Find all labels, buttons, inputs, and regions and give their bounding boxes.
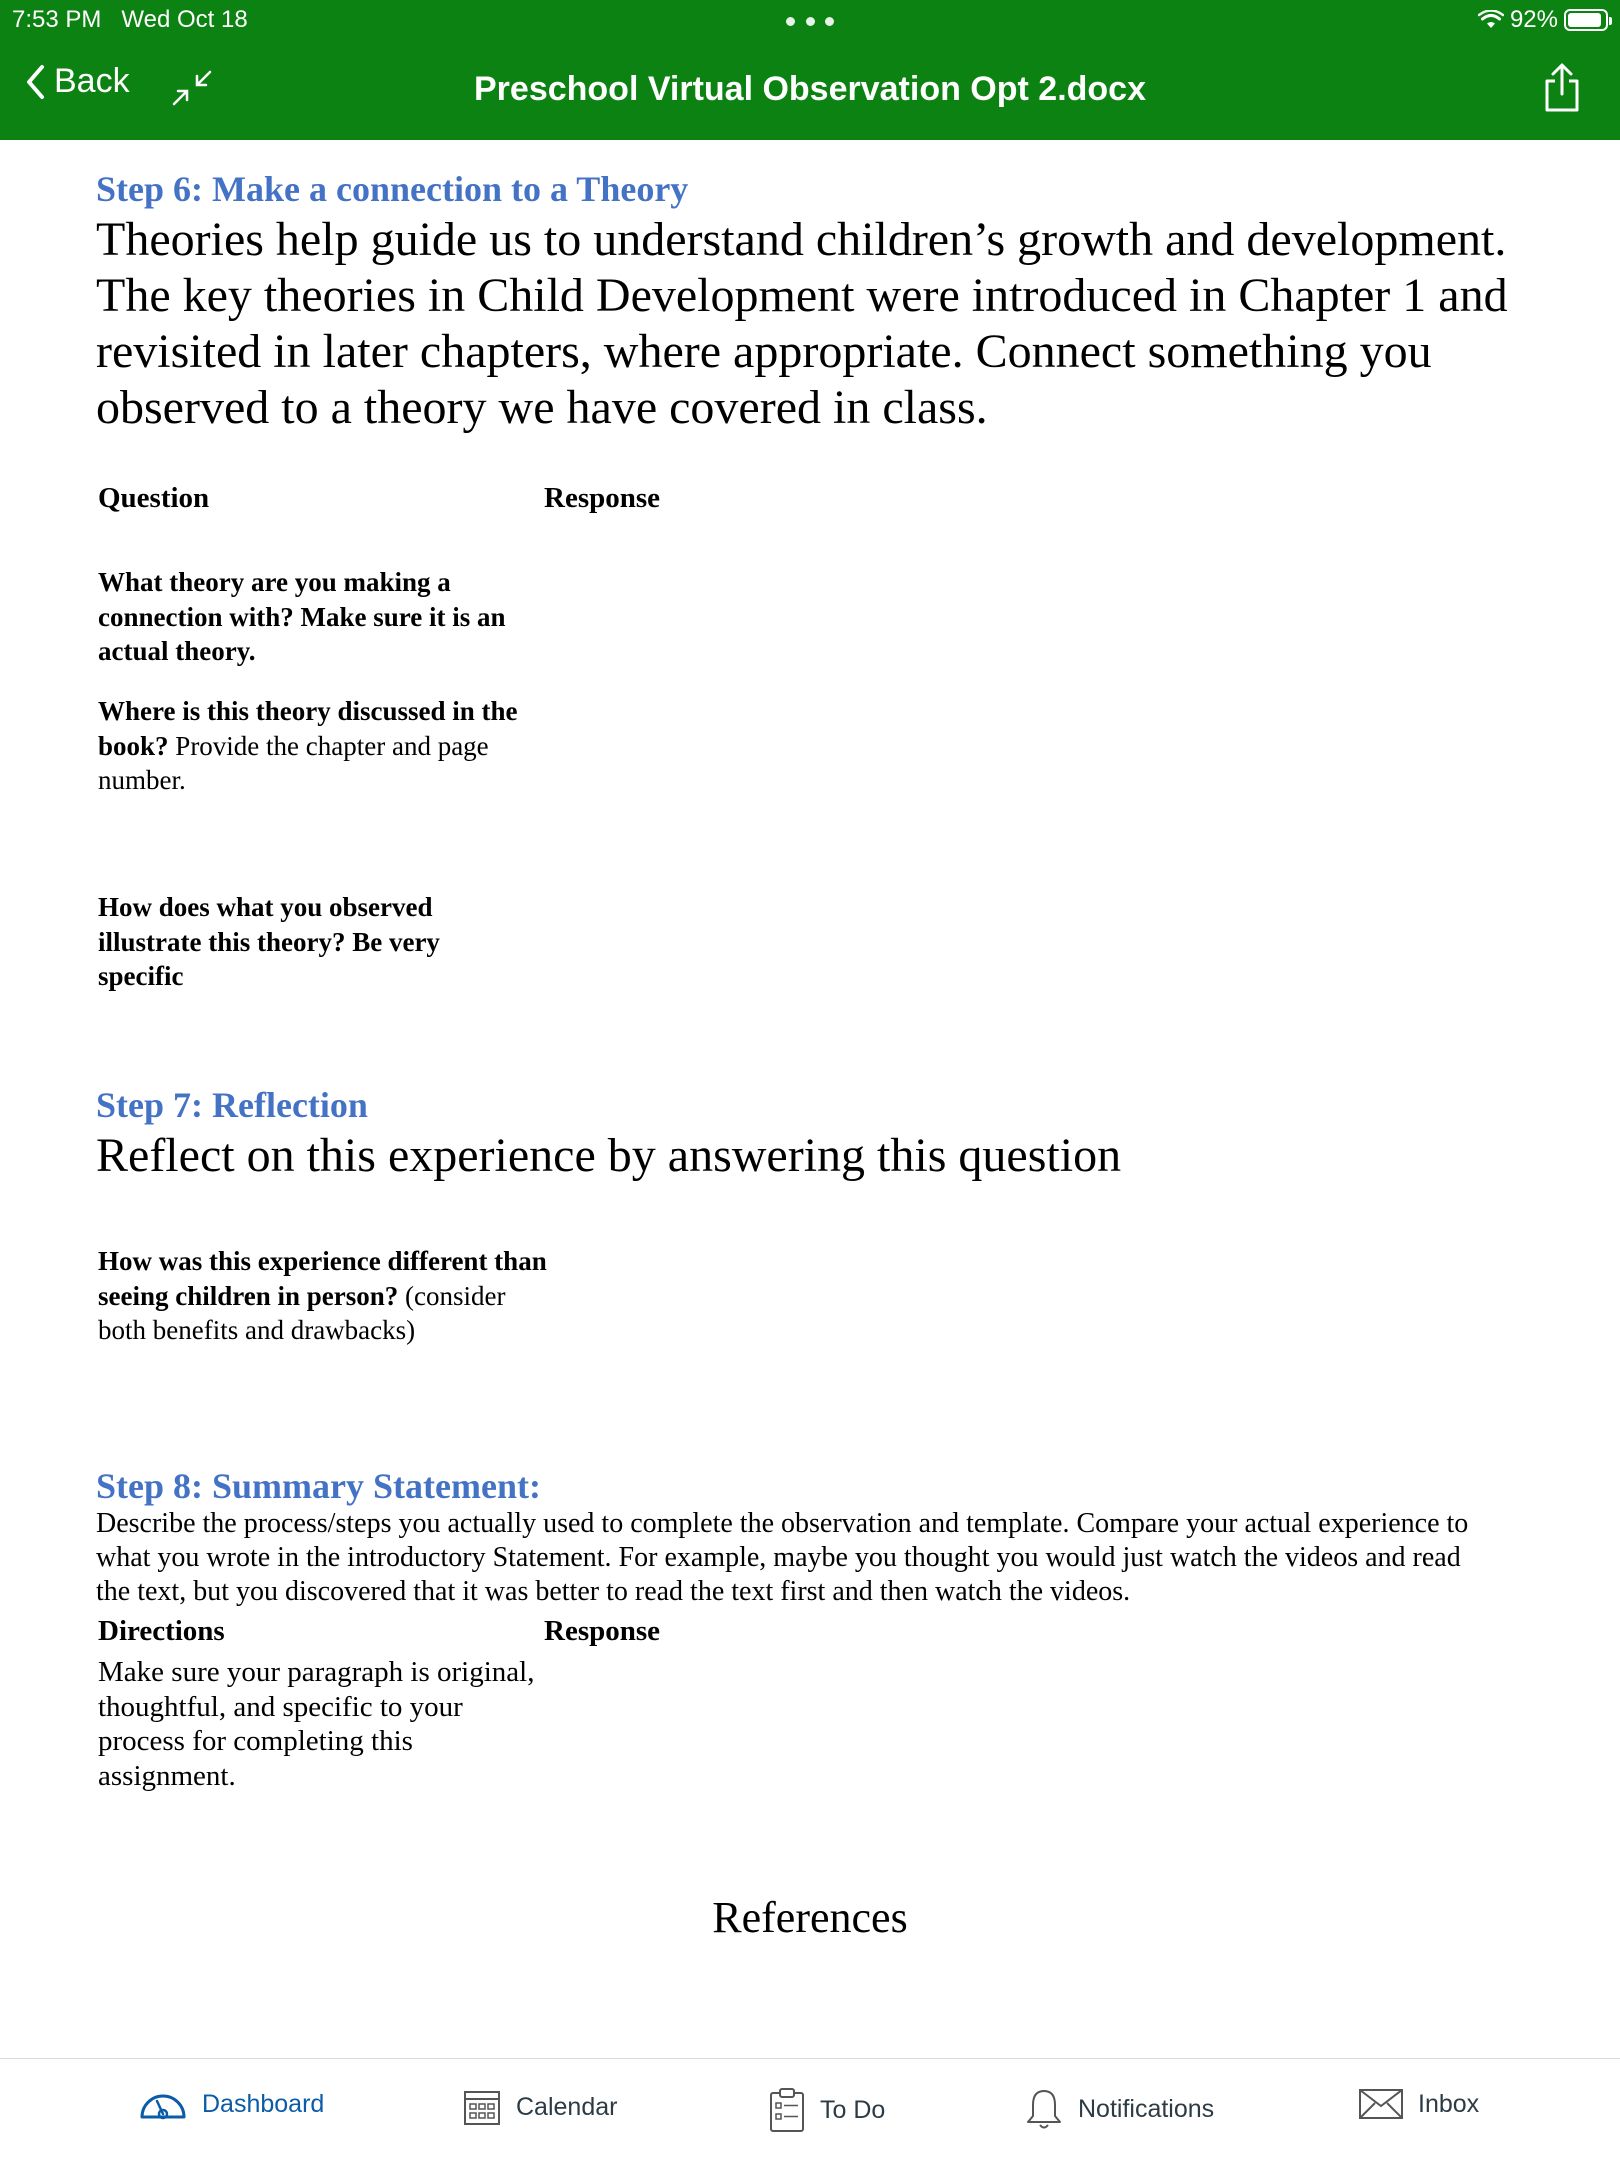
- tab-inbox[interactable]: [1358, 2087, 1479, 2121]
- nav-bar: [0, 40, 1620, 140]
- tab-to-do[interactable]: [768, 2087, 885, 2133]
- tab-label: To Do: [820, 2095, 886, 2124]
- battery-percent: 92%: [1509, 6, 1558, 33]
- tab-dashboard[interactable]: [138, 2087, 324, 2121]
- document-title: Preschool Virtual Observation Opt 2.docx: [474, 70, 1146, 108]
- wifi-icon: [1478, 10, 1504, 30]
- response-column-header: Response: [544, 482, 661, 514]
- response-column-header-2: Response: [544, 1615, 661, 1647]
- body-line: Describe the process/steps you actually used to complete the observation and template. Compare your actual experience to: [96, 1508, 1469, 1539]
- directions-column-header: Directions: [98, 1615, 225, 1647]
- theory-question: What theory are you making a connection with? Make sure it is an actual theory.: [98, 567, 506, 666]
- observation-question: How does what you observed illustrate this theory? Be very specific: [98, 892, 440, 991]
- step6-title: Step 6: Make a connection to a Theory: [96, 169, 689, 209]
- top-bar: [0, 0, 1620, 140]
- status-time: 7:53 PM Wed Oct 18: [12, 6, 248, 33]
- multitasking-dots[interactable]: [786, 11, 834, 31]
- status-bar: [0, 0, 1620, 40]
- step8-body: [96, 1507, 1546, 1609]
- tab-notifications[interactable]: [1024, 2087, 1214, 2131]
- body-line: thoughtful, and specific to your: [98, 1690, 463, 1723]
- bottom-tab-bar: [0, 2058, 1620, 2160]
- todo-icon: [768, 2087, 806, 2133]
- tab-label: Calendar: [516, 2092, 618, 2121]
- back-label: Back: [54, 62, 130, 100]
- body-line: The key theories in Child Development were introduced in Chapter 1 and: [96, 269, 1508, 322]
- body-line: observed to a theory we have covered in class.: [96, 381, 988, 434]
- share-icon[interactable]: [1542, 62, 1582, 114]
- reflection-question: How was this experience different than seeing children in person? (consider both benefits and drawbacks): [98, 1246, 547, 1345]
- book-location-question: Where is this theory discussed in the book? Provide the chapter and page number.: [98, 696, 518, 795]
- tab-label: Dashboard: [202, 2089, 325, 2118]
- references-heading: References: [712, 1893, 908, 1942]
- calendar-icon: [462, 2087, 502, 2127]
- tab-label: Notifications: [1078, 2094, 1215, 2123]
- body-line: Make sure your paragraph is original,: [98, 1656, 535, 1688]
- step7-subtitle: Reflect on this experience by answering this question: [96, 1129, 1122, 1182]
- tab-label: Inbox: [1418, 2089, 1480, 2118]
- tab-calendar[interactable]: [462, 2087, 617, 2127]
- step6-body: [96, 212, 1508, 436]
- question-column-header: Question: [98, 482, 210, 514]
- dashboard-icon: [138, 2087, 188, 2121]
- directions-text: [98, 1655, 568, 1793]
- body-line: revisited in later chapters, where appropriate. Connect something you: [96, 325, 1432, 378]
- battery-icon: [1564, 9, 1608, 31]
- bell-icon: [1024, 2087, 1064, 2131]
- inbox-icon: [1358, 2087, 1404, 2121]
- step8-title: Step 8: Summary Statement:: [96, 1466, 541, 1506]
- body-line: process for completing this: [98, 1725, 413, 1757]
- body-line: the text, but you discovered that it was better to read the text first and then watch the videos.: [96, 1576, 1131, 1607]
- body-line: what you wrote in the introductory Statement. For example, maybe you thought you would just watch the videos and read: [96, 1542, 1461, 1573]
- status-indicators: [1478, 6, 1608, 34]
- body-line: assignment.: [98, 1759, 236, 1792]
- step7-title: Step 7: Reflection: [96, 1085, 368, 1125]
- body-line: Theories help guide us to understand children’s growth and development.: [96, 213, 1507, 266]
